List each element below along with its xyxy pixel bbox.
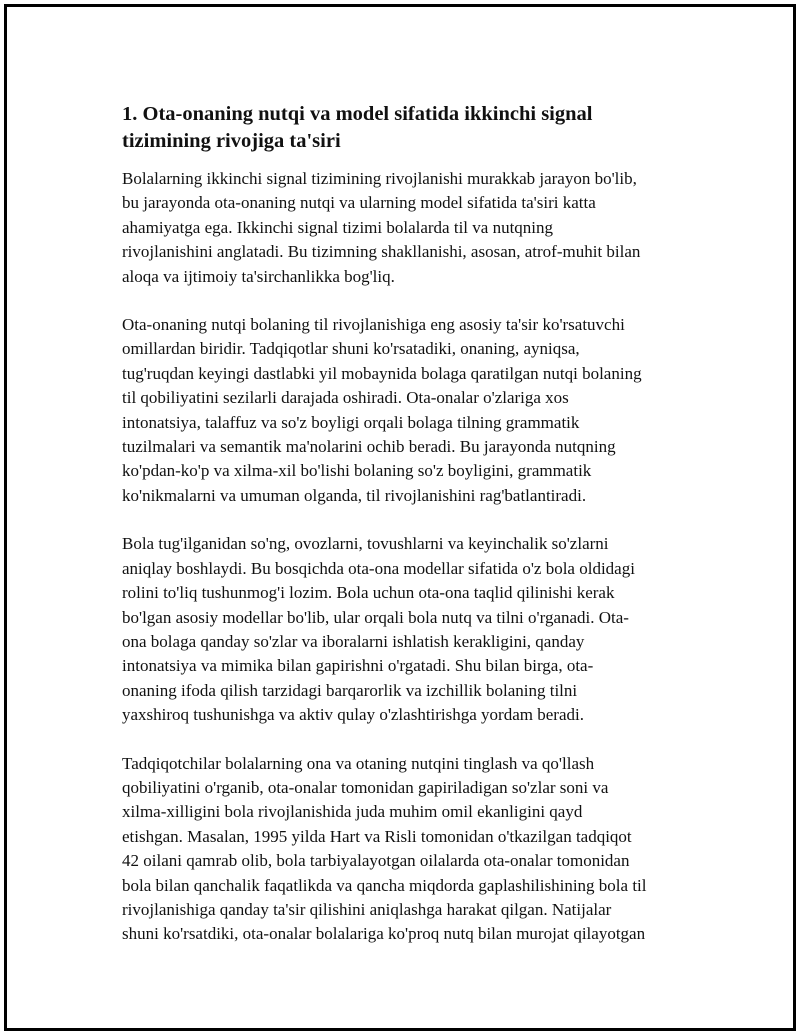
text-line: qobiliyatini o'rganib, ota-onalar tomonidan gapiriladigan so'zlar soni va xyxy=(122,777,609,797)
text-line: onaning ifoda qilish tarzidagi barqarorlik va izchillik bolaning tilni xyxy=(122,680,578,700)
text-line: tuzilmalari va semantik ma'nolarini ochib beradi. Bu jarayonda nutqning xyxy=(122,437,616,457)
section-heading-line-2: tizimining rivojiga ta'siri xyxy=(122,130,341,152)
text-line: omillardan biridir. Tadqiqotlar shuni ko'rsatadiki, onaning, ayniqsa, xyxy=(122,339,580,359)
text-line: Bola tug'ilganidan so'ng, ovozlarni, tovushlarni va keyinchalik so'zlarni xyxy=(122,534,609,554)
text-line: 42 oilani qamrab olib, bola tarbiyalayotgan oilalarda ota-onalar tomonidan xyxy=(122,851,630,871)
text-line: ona bolaga qanday so'zlar va iboralarni ishlatish kerakligini, qanday xyxy=(122,631,585,651)
text-line: rivojlanishiga qanday ta'sir qilishini aniqlashga harakat qilgan. Natijalar xyxy=(122,899,612,919)
text-line: bola bilan qanchalik faqatlikda va qancha miqdorda gaplashilishining bola til xyxy=(122,875,647,895)
text-line: ko'nikmalarni va umuman olganda, til rivojlanishini rag'batlantiradi. xyxy=(122,485,587,505)
text-line: Bolalarning ikkinchi signal tizimining rivojlanishi murakkab jarayon bo'lib, xyxy=(122,169,637,188)
text-line: etishgan. Masalan, 1995 yilda Hart va Risli tomonidan o'tkazilgan tadqiqot xyxy=(122,826,632,846)
text-line: xilma-xilligini bola rivojlanishida juda muhim omil ekanligini qayd xyxy=(122,802,583,822)
paragraph-3 xyxy=(122,532,697,727)
text-line: yaxshiroq tushunishga va aktiv qulay o'zlashtirishga yordam beradi. xyxy=(122,705,584,725)
paragraph-4 xyxy=(122,752,697,947)
paragraph-2 xyxy=(122,313,697,508)
section-heading xyxy=(122,101,697,155)
text-line: aloqa va ijtimoiy ta'sirchanlikka bog'liq. xyxy=(122,266,395,286)
text-line: ko'pdan-ko'p va xilma-xil bo'lishi bolaning so'z boyligini, grammatik xyxy=(122,461,592,481)
document-body xyxy=(122,101,697,971)
text-line: intonatsiya va mimika bilan gapirishni o'rgatadi. Shu bilan birga, ota- xyxy=(122,656,594,676)
text-line: Tadqiqotchilar bolalarning ona va otaning nutqini tinglash va qo'llash xyxy=(122,753,595,773)
page-frame xyxy=(4,4,796,1031)
text-line: ahamiyatga ega. Ikkinchi signal tizimi bolalarda til va nutqning xyxy=(122,217,554,237)
text-line: shuni ko'rsatdiki, ota-onalar bolalariga ko'proq nutq bilan murojat qilayotgan xyxy=(122,924,646,944)
text-line: til qobiliyatini sezilarli darajada oshiradi. Ota-onalar o'zlariga xos xyxy=(122,388,569,408)
paragraph-1 xyxy=(122,167,697,289)
text-line: Ota-onaning nutqi bolaning til rivojlanishiga eng asosiy ta'sir ko'rsatuvchi xyxy=(122,315,625,335)
text-line: bo'lgan asosiy modellar bo'lib, ular orqali bola nutq va tilni o'rganadi. Ota- xyxy=(122,607,629,627)
text-line: tug'ruqdan keyingi dastlabki yil mobaynida bolaga qaratilgan nutqi bolaning xyxy=(122,363,642,383)
section-heading-line-1: 1. Ota-onaning nutqi va model sifatida ikkinchi signal xyxy=(122,103,593,125)
text-line: aniqlay boshlaydi. Bu bosqichda ota-ona modellar sifatida o'z bola oldidagi xyxy=(122,558,635,578)
text-line: intonatsiya, talaffuz va so'z boyligi orqali bolaga tilning grammatik xyxy=(122,412,580,432)
text-line: rolini to'liq tushunmog'i lozim. Bola uchun ota-ona taqlid qilinishi kerak xyxy=(122,583,615,603)
text-line: rivojlanishini anglatadi. Bu tizimning shakllanishi, asosan, atrof-muhit bilan xyxy=(122,242,641,262)
text-line: bu jarayonda ota-onaning nutqi va ularning model sifatida ta'siri katta xyxy=(122,193,596,213)
